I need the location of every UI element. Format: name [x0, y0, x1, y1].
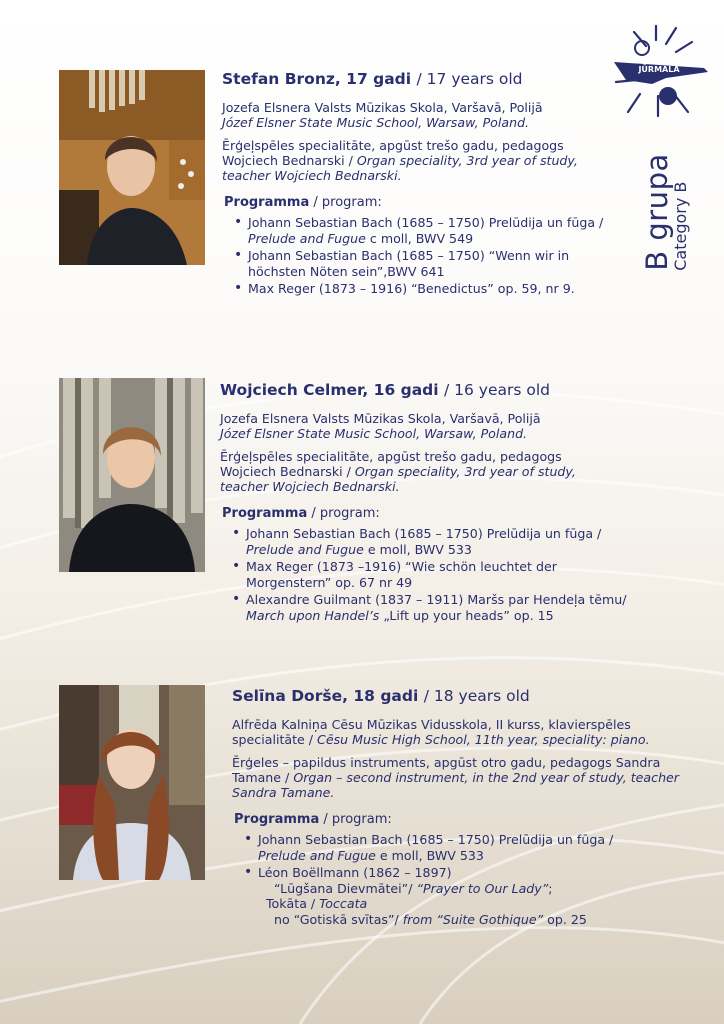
program-list [232, 832, 702, 928]
program-item: • Johann Sebastian Bach (1685 – 1750) “Wenn wir in höchsten Nöten sein”,BWV 641 [234, 248, 700, 279]
program-item: • Alexandre Guilmant (1837 – 1911) Maršs par Hendeļa tēmu/ March upon Handel’s „Lift up your heads” op. 15 [232, 592, 698, 623]
speciality-info: Ērģeļspēles specialitāte, apgūst trešo gadu, pedagogs Wojciech Bednarski / Organ speciality, 3rd year of study, teacher Wojciech Bednarski. [220, 449, 576, 494]
school-info: Jozefa Elsnera Valsts Mūzikas Skola, Varšavā, Polijā Józef Elsner State Music School, Warsaw, Poland. [222, 100, 543, 130]
speciality-info: Ērģeles – papildus instruments, apgūst otro gadu, pedagogs Sandra Tamane / Organ – second instrument, in the 2nd year of study, teacher Sandra Tamane. [232, 755, 679, 800]
program-heading: Programma / program: [234, 812, 392, 827]
program-heading: Programma / program: [222, 506, 380, 521]
program-heading: Programma / program: [224, 195, 382, 210]
program-item: • Max Reger (1873 –1916) “Wie schön leuchtet der Morgenstern” op. 67 nr 49 [232, 559, 698, 590]
program-item: • Max Reger (1873 – 1916) “Benedictus” op. 59, nr 9. [234, 281, 700, 297]
participant-photo [59, 378, 205, 572]
program-item: • Johann Sebastian Bach (1685 – 1750) Prelūdija un fūga / Prelude and Fugue c moll, BWV 549 [234, 215, 700, 246]
school-info: Alfrēda Kalniņa Cēsu Mūzikas Vidusskola, II kurss, klavierspēles specialitāte / Cēsu Music High School, 11th year, speciality: piano. [232, 717, 650, 747]
program-item: • Johann Sebastian Bach (1685 – 1750) Prelūdija un fūga / Prelude and Fugue e moll, BWV 533 [244, 832, 702, 863]
school-info: Jozefa Elsnera Valsts Mūzikas Skola, Varšavā, Polijā Józef Elsner State Music School, Warsaw, Poland. [220, 411, 541, 441]
program-list [220, 526, 698, 624]
participant-photo [59, 70, 205, 265]
participant-name: Stefan Bronz, 17 gadi / 17 years old [222, 70, 523, 88]
participant-photo [59, 685, 205, 880]
speciality-info: Ērģeļspēles specialitāte, apgūst trešo gadu, pedagogs Wojciech Bednarski / Organ speciality, 3rd year of study, teacher Wojciech Bednarski. [222, 138, 578, 183]
program-item: • Johann Sebastian Bach (1685 – 1750) Prelūdija un fūga / Prelude and Fugue e moll, BWV 533 [232, 526, 698, 557]
category-main: B grupa [640, 153, 674, 271]
participant-name: Selīna Dorše, 18 gadi / 18 years old [232, 687, 530, 705]
program-list [222, 215, 700, 297]
category-sub: Category B [671, 181, 690, 271]
logo-label: JŪRMALA [638, 65, 680, 74]
participant-name: Wojciech Celmer, 16 gadi / 16 years old [220, 381, 551, 399]
program-item: • Léon Boëllmann (1862 – 1897) “Lūgšana Dievmātei”/ “Prayer to Our Lady”; Tokāta / Toccata no “Gotiskā svītas”/ from “Suite Gothique” op. 25 [244, 865, 702, 927]
